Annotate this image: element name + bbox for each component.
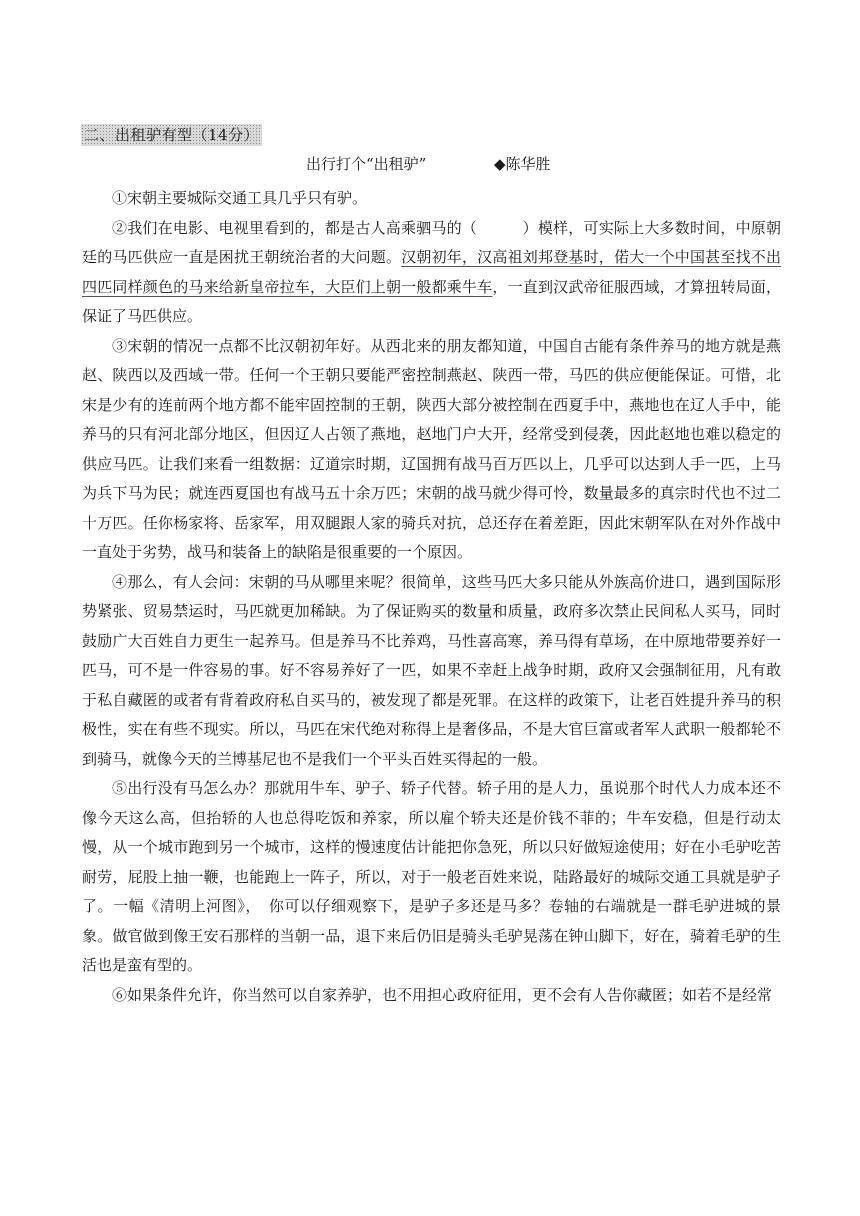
- paragraph-2-part-3: ，一直到汉武帝征服西域，才算扭转局面，保证了马匹供应。: [82, 277, 781, 325]
- article-title-line: [0, 152, 860, 176]
- article-title: 出行打个“出租驴”: [306, 155, 427, 173]
- paragraph-6: ⑥如果条件允许，你当然可以自家养驴，也不用担心政府征用，更不会有人告你藏匿；如若不是经常: [112, 985, 773, 1004]
- paragraph-2: [82, 214, 781, 332]
- paragraph-1: ①宋朝主要城际交通工具几乎只有驴。: [112, 189, 368, 207]
- article-author: ◆陈华胜: [494, 155, 551, 173]
- paragraph-5: ⑤出行没有马怎么办？那就用牛车、驴子、轿子代替。轿子用的是人力，虽说那个时代人力成本还不像今天这么高，但抬轿的人也总得吃饭和养家，所以雇个轿夫还是价钱不菲的；牛车安稳，但是行动太慢，从一个城市跑到另一个城市，这样的慢速度估计能把你急死，所以只好做短途使用；好在小毛驴吃苦耐劳，屁股上抽一鞭，也能跑上一阵子，所以，对于一般老百姓来说，陆路最好的城际交通工具就是驴子了。一幅《清明上河图》， 你可以仔细观察下，是驴子多还是马多？卷轴的右端就是一群毛驴进城的景象。做官做到像王安石那样的当朝一品，退下来后仍旧是骑头毛驴晃荡在钟山脚下，好在，骑着毛驴的生活也是蛮有型的。: [82, 779, 781, 974]
- paragraph-2-underlined-sentence: 汉朝初年，汉高祖刘邦登基时，偌大一个中国甚至找不出四匹同样颜色的马来给新皇帝拉车，大臣们上朝一般都乘牛车: [82, 248, 781, 296]
- section-heading: 二、出租驴有型（14分）: [81, 124, 262, 146]
- article-body: [82, 184, 781, 1010]
- paragraph-4: ④那么，有人会问：宋朝的马从哪里来呢？很简单，这些马匹大多只能从外族高价进口，遇到国际形势紧张、贸易禁运时，马匹就更加稀缺。为了保证购买的数量和质量，政府多次禁止民间私人买马，同时鼓励广大百姓自力更生一起养马。但是养马不比养鸡，马性喜高寒，养马得有草场，在中原地带要养好一匹马，可不是一件容易的事。好不容易养好了一匹，如果不幸赶上战争时期，政府又会强制征用，凡有敢于私自藏匿的或者有背着政府私自买马的，被发现了都是死罪。在这样的政策下，让老百姓提升养马的积极性，实在有些不现实。所以，马匹在宋代绝对称得上是奢侈品，不是大官巨富或者军人武职一般都轮不到骑马，就像今天的兰博基尼也不是我们一个平头百姓买得起的一般。: [82, 572, 781, 768]
- paragraph-2-part-1: ②我们在电影、电视里看到的，都是古人高乘驷马的（ ）模样，可实际上大多数时间，中原朝廷的马匹供应一直是困扰王朝统治者的大问题。: [82, 218, 781, 266]
- paragraph-3: ③宋朝的情况一点都不比汉朝初年好。从西北来的朋友都知道，中国自古能有条件养马的地方就是燕赵、陕西以及西域一带。任何一个王朝只要能严密控制燕赵、陕西一带，马匹的供应便能保证。可惜，北宋是少有的连前两个地方都不能牢固控制的王朝，陕西大部分被控制在西夏手中，燕地也在辽人手中，能养马的只有河北部分地区，但因辽人占领了燕地，赵地门户大开，经常受到侵袭，因此赵地也难以稳定的供应马匹。让我们来看一组数据：辽道宗时期，辽国拥有战马百万匹以上，几乎可以达到人手一匹，上马为兵下马为民；就连西夏国也有战马五十余万匹；宋朝的战马就少得可怜，数量最多的真宗时代也不过二十万匹。任你杨家将、岳家军，用双腿跟人家的骑兵对抗，总还存在着差距，因此宋朝军队在对外作战中一直处于劣势，战马和装备上的缺陷是很重要的一个原因。: [82, 336, 781, 561]
